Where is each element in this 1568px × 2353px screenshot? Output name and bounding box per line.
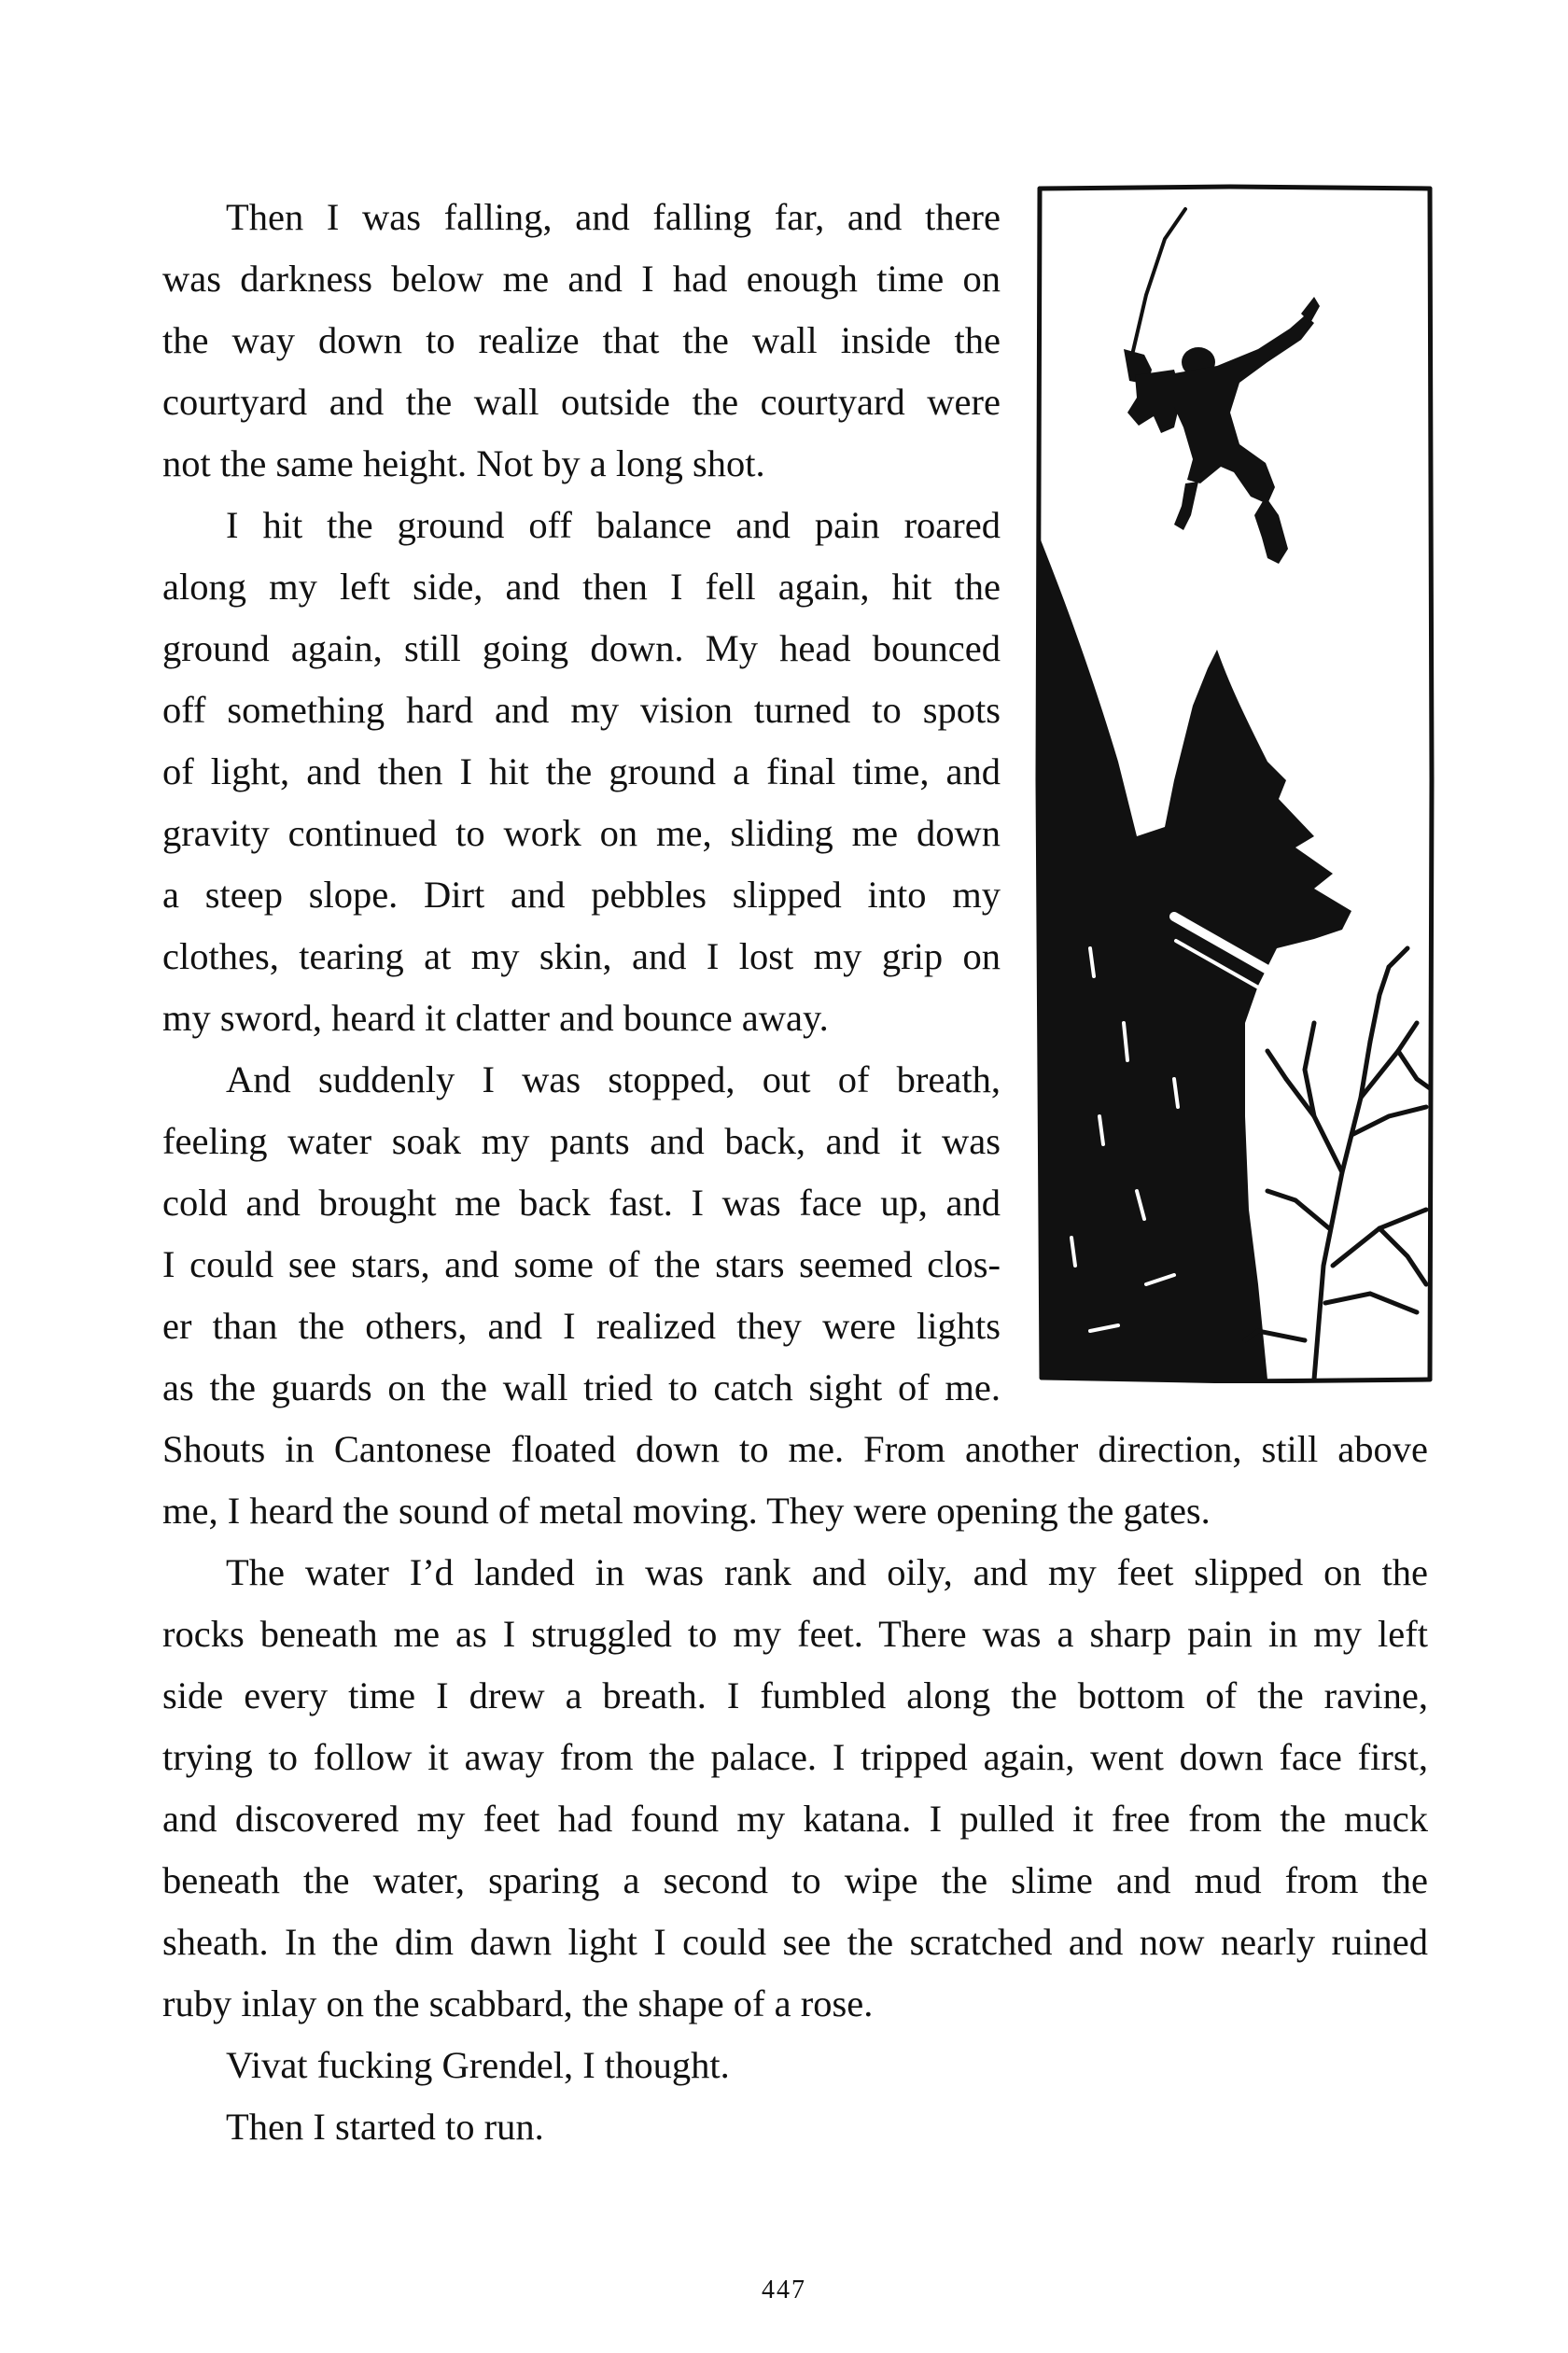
text-line: me, I heard the sound of metal moving. They were opening the gates. — [162, 1490, 1211, 1532]
text-line: of light, and then I hit the ground a final time, and — [162, 750, 1001, 792]
text-line: feeling water soak my pants and back, and it was — [162, 1120, 1001, 1162]
text-line: side every time I drew a breath. I fumbled along the bottom of the ravine, — [162, 1674, 1428, 1716]
text-line: sheath. In the dim dawn light I could see the scratched and now nearly ruined — [162, 1921, 1428, 1963]
text-line: and discovered my feet had found my katana. I pulled it free from the muck — [162, 1798, 1428, 1840]
text-line: trying to follow it away from the palace. I tripped again, went down face first, — [162, 1736, 1428, 1778]
text-line: Vivat fucking Grendel, I thought. — [226, 2044, 730, 2086]
text-line: Shouts in Cantonese floated down to me. From another direction, still above — [162, 1428, 1428, 1470]
text-line: ruby inlay on the scabbard, the shape of a rose. — [162, 1982, 874, 2024]
text-line: I could see stars, and some of the stars seemed clos- — [162, 1243, 1001, 1285]
text-line: clothes, tearing at my skin, and I lost my grip on — [162, 935, 1001, 977]
text-line: ground again, still going down. My head bounced — [162, 627, 1001, 669]
text-line: beneath the water, sparing a second to wipe the slime and mud from the — [162, 1859, 1428, 1901]
text-line: cold and brought me back fast. I was face up, and — [162, 1182, 1001, 1224]
text-line: gravity continued to work on me, sliding me down — [162, 812, 1001, 854]
text-line: Then I started to run. — [226, 2106, 544, 2148]
text-line: was darkness below me and I had enough time on — [162, 258, 1001, 300]
text-line: along my left side, and then I fell again, hit the — [162, 566, 1001, 608]
text-line: er than the others, and I realized they were lights — [162, 1305, 1001, 1347]
text-line: my sword, heard it clatter and bounce away. — [162, 997, 829, 1039]
text-line: And suddenly I was stopped, out of breath, — [226, 1058, 1001, 1100]
rooftop-leap-illustration — [1034, 183, 1435, 1383]
text-line: I hit the ground off balance and pain roared — [226, 504, 1001, 546]
text-line: the way down to realize that the wall inside the — [162, 319, 1001, 361]
page-number: 447 — [762, 2276, 806, 2304]
text-line: The water I’d landed in was rank and oily, and my feet slipped on the — [226, 1551, 1428, 1593]
text-line: not the same height. Not by a long shot. — [162, 442, 765, 484]
text-line: courtyard and the wall outside the courtyard were — [162, 381, 1001, 423]
text-line: as the guards on the wall tried to catch sight of me. — [162, 1366, 1001, 1408]
text-line: off something hard and my vision turned to spots — [162, 689, 1001, 731]
text-line: a steep slope. Dirt and pebbles slipped into my — [162, 874, 1001, 916]
text-line: rocks beneath me as I struggled to my feet. There was a sharp pain in my left — [162, 1613, 1428, 1655]
text-line: Then I was falling, and falling far, and there — [226, 196, 1001, 238]
